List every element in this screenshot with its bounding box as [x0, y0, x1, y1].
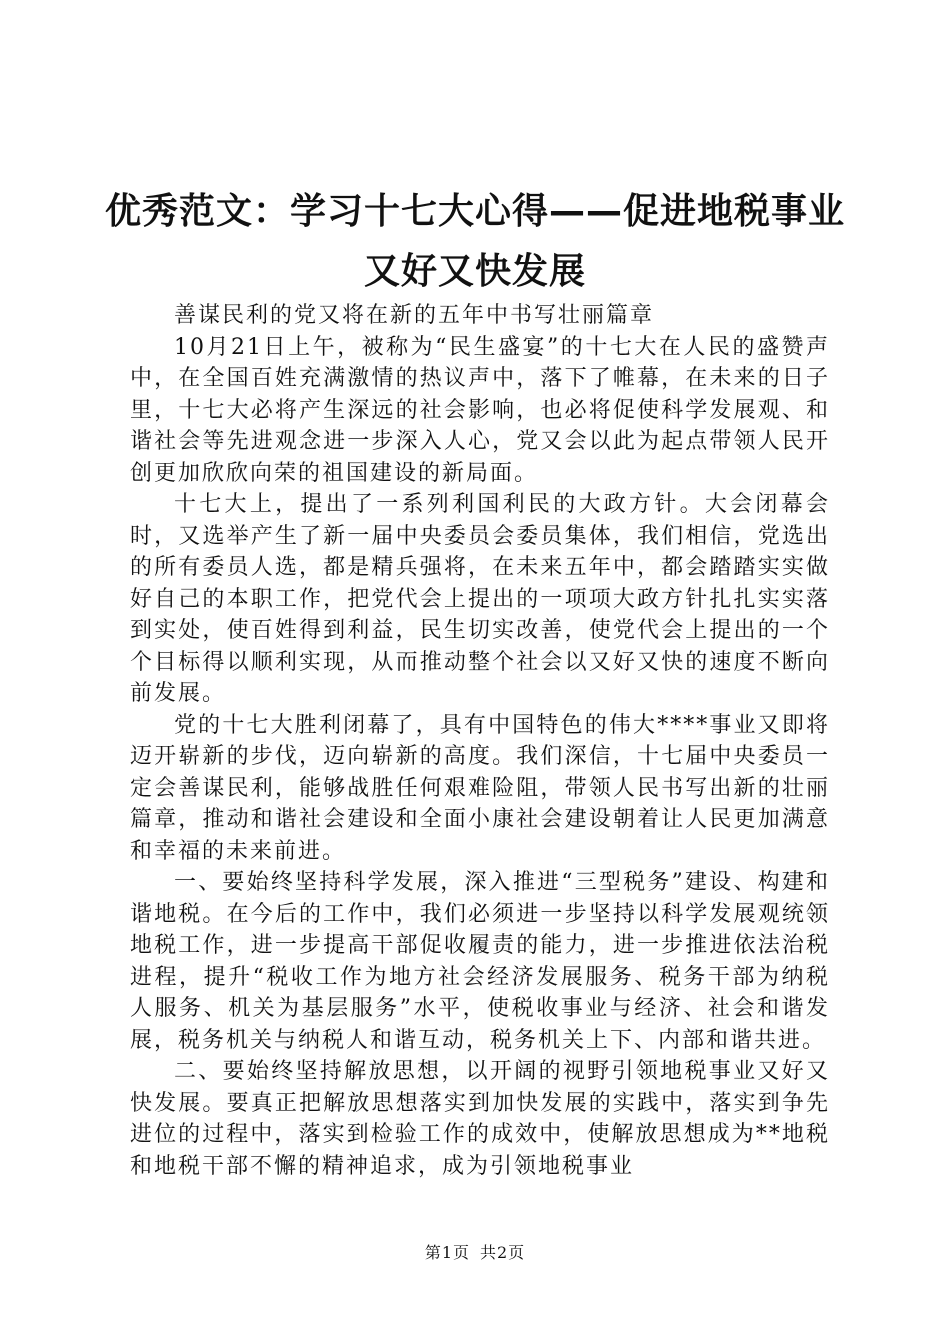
page-total: 共2页 — [480, 1243, 526, 1262]
document-title-line-2: 又好又快发展 — [363, 251, 586, 292]
page-number: 第1页 — [424, 1243, 470, 1262]
page-footer — [0, 1243, 950, 1263]
paragraph: 党的十七大胜利闭幕了，具有中国特色的伟大****事业又即将迈开崭新的步伐，迈向崭新的高度。我们深信，十七届中央委员一定会善谋民利，能够战胜任何艰难险阻，带领人民书写出新的壮丽篇章，推动和谐社会建设和全面小康社会建设朝着让人民更加满意和幸福的未来前进。 — [130, 712, 830, 864]
document-title-line-1: 优秀范文：学习十七大心得——促进地税事业 — [104, 191, 845, 232]
paragraph: 一、要始终坚持科学发展，深入推进“三型税务”建设、构建和谐地税。在今后的工作中，我们必须进一步坚持以科学发展观统领地税工作，进一步提高干部促收履责的能力，进一步推进依法治税进程，提升“税收工作为地方社会经济发展服务、税务干部为纳税人服务、机关为基层服务”水平，使税收事业与经济、社会和谐发展，税务机关与纳税人和谐互动，税务机关上下、内部和谐共进。 — [130, 870, 830, 1053]
paragraph: 十七大上，提出了一系列利国利民的大政方针。大会闭幕会时，又选举产生了新一届中央委员会委员集体，我们相信，党选出的所有委员人选，都是精兵强将，在未来五年中，都会踏踏实实做好自己的本职工作，把党代会上提出的一项项大政方针扎扎实实落到实处，使百姓得到利益，民生切实改善，使党代会上提出的一个个目标得以顺利实现，从而推动整个社会以又好又快的速度不断向前发展。 — [130, 492, 830, 706]
document-body — [130, 300, 830, 1182]
document-subtitle: 善谋民利的党又将在新的五年中书写壮丽篇章 — [174, 303, 655, 328]
paragraph: 10月21日上午，被称为“民生盛宴”的十七大在人民的盛赞声中，在全国百姓充满激情的热议声中，落下了帷幕，在未来的日子里，十七大必将产生深远的社会影响，也必将促使科学发展观、和谐社会等先进观念进一步深入人心，党又会以此为起点带领人民开创更加欣欣向荣的祖国建设的新局面。 — [130, 334, 830, 486]
paragraph: 二、要始终坚持解放思想，以开阔的视野引领地税事业又好又快发展。要真正把解放思想落实到加快发展的实践中，落实到争先进位的过程中，落实到检验工作的成效中，使解放思想成为**地税和地税干部不懈的精神追求，成为引领地税事业 — [130, 1059, 830, 1179]
